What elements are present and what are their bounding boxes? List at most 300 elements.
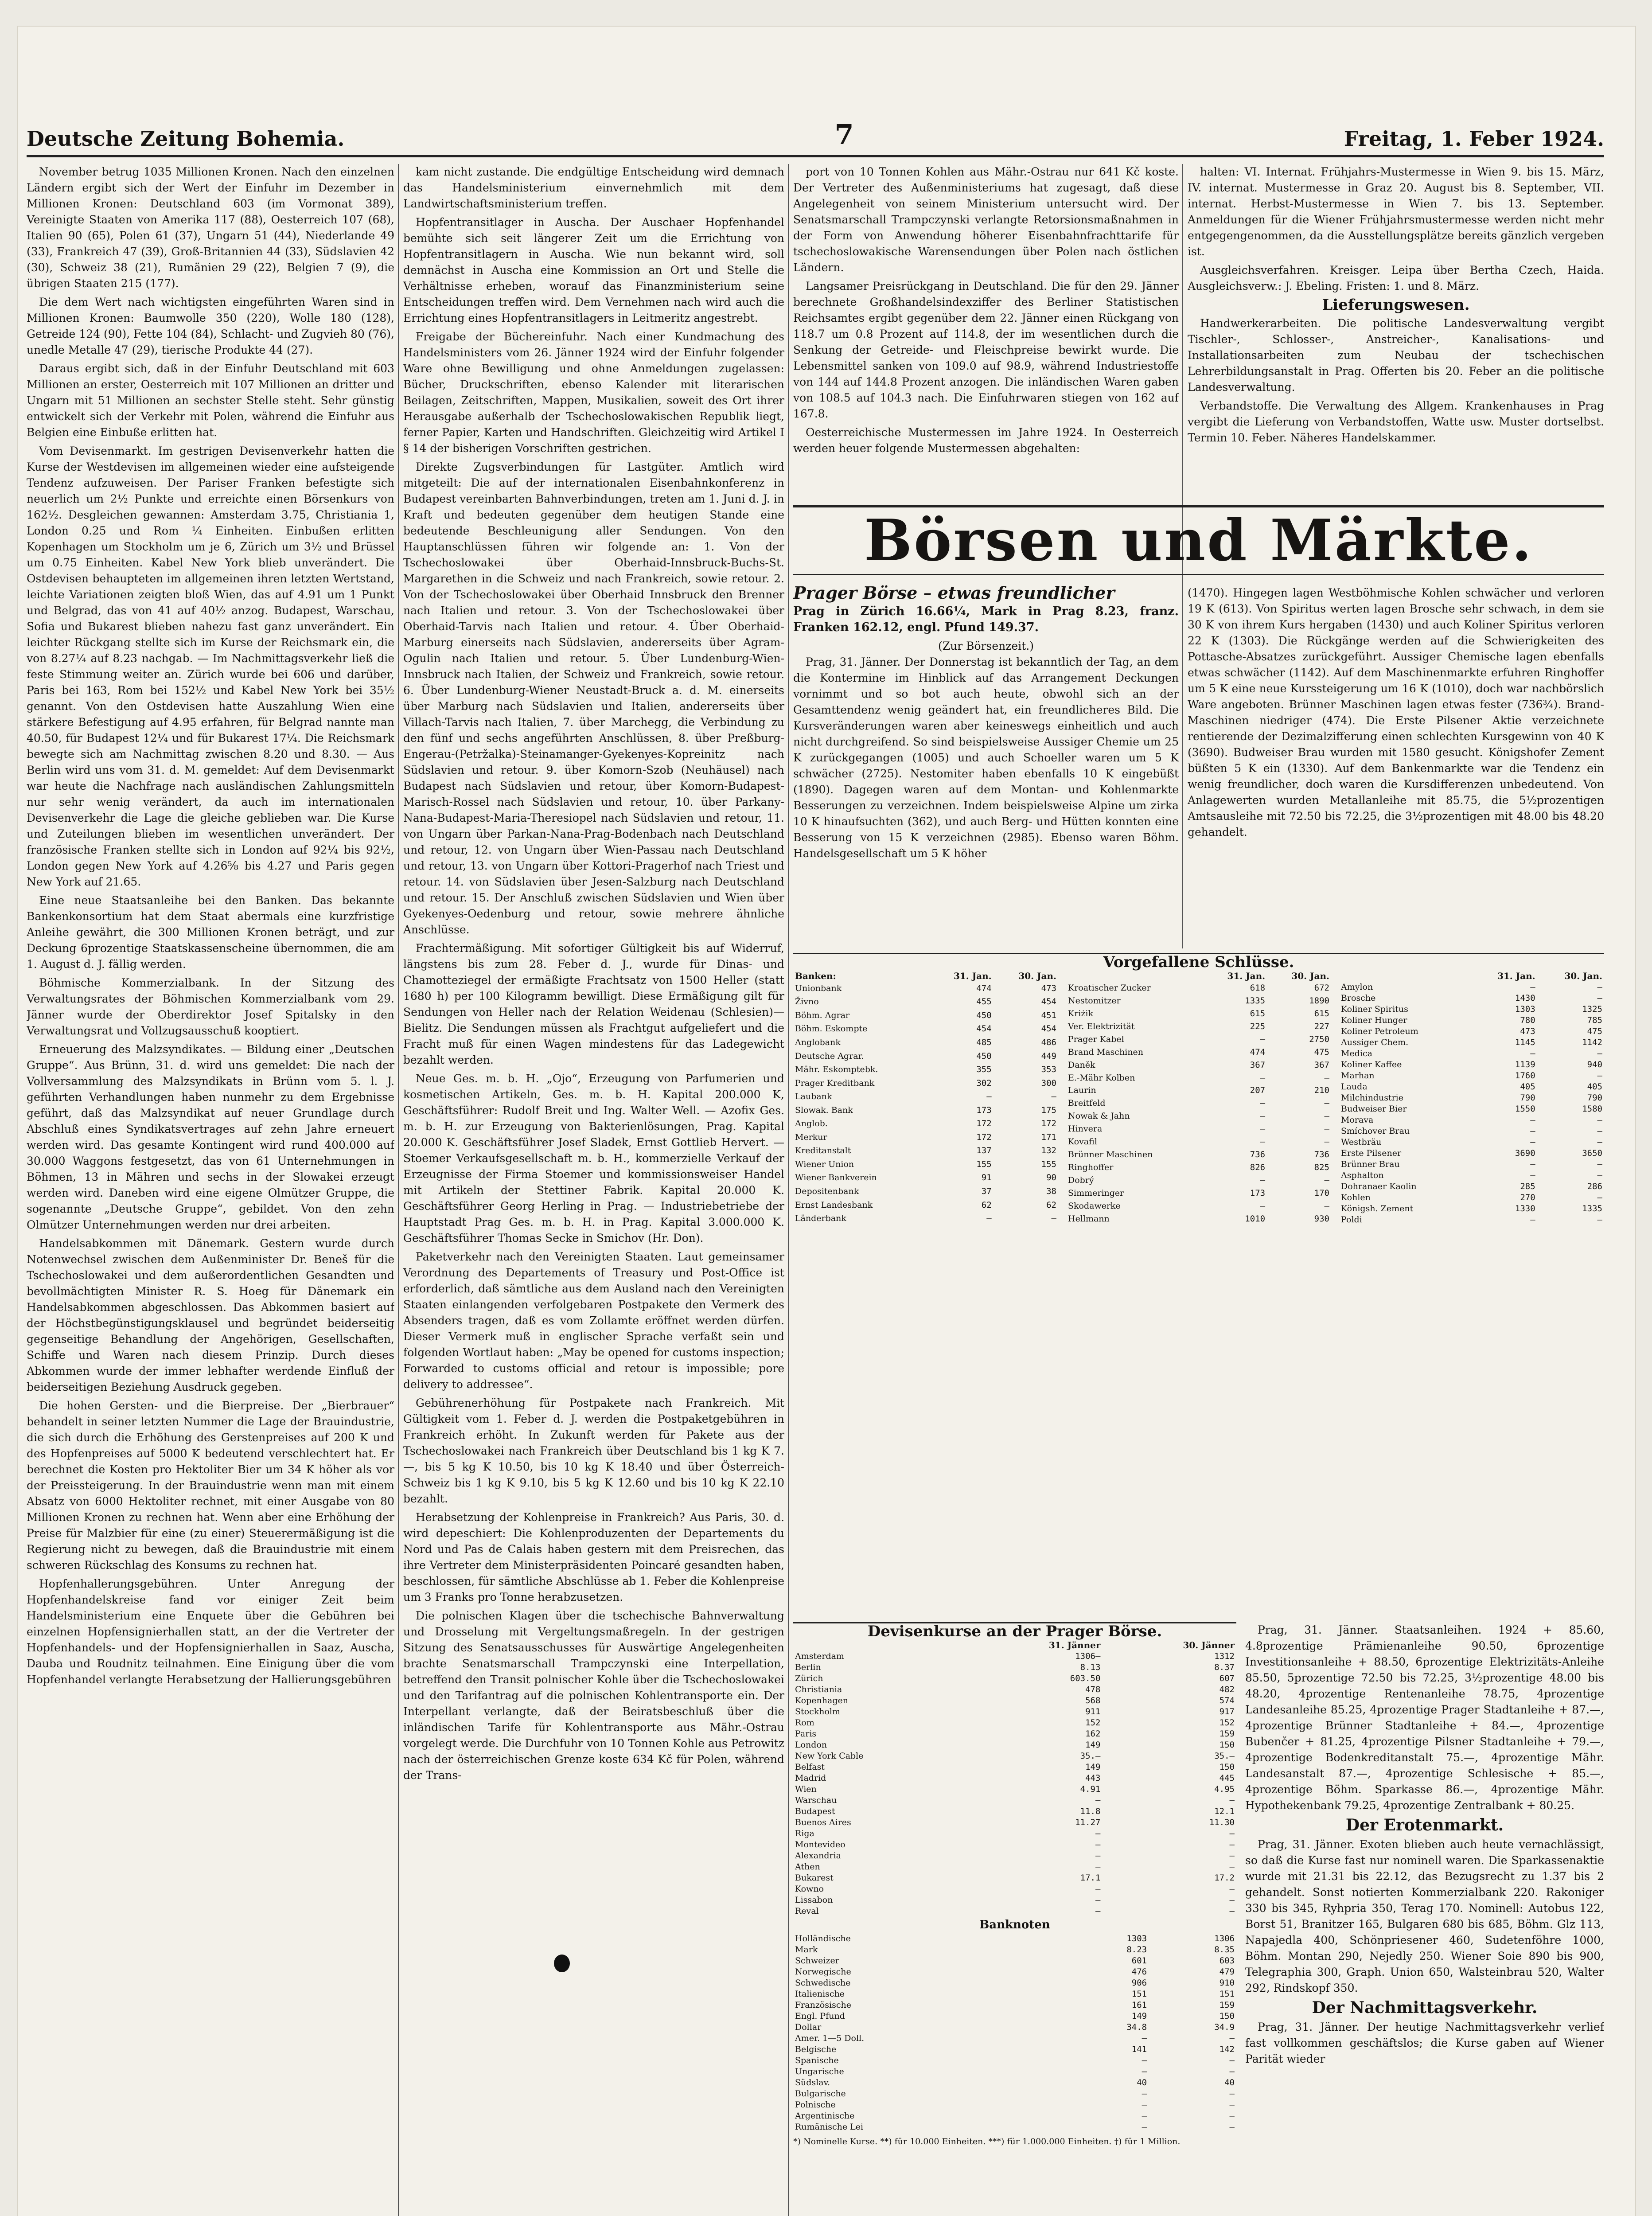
price-cell: 150: [1219, 2011, 1235, 2021]
price-cell: 601: [1131, 1956, 1147, 1966]
price-cell: 607: [1219, 1674, 1235, 1683]
price-cell: 785: [1587, 1015, 1602, 1025]
price-cell: 1335: [1245, 995, 1266, 1006]
security-name: Kriżik: [1068, 1008, 1093, 1018]
table-row: [793, 1762, 1236, 1773]
table-row: [793, 1022, 1058, 1036]
paragraph: (1470). Hingegen lagen Westböhmische Kohlen schwächer und verloren 19 K (613). Von Spiritus werten lagen Brosche sehr schwach, in dem sie 30 K von ihrem Kurs hergaben (1430) und auch Koliner Spiritus verloren 22 K (1303). Die Rückgänge werden auf die Schwierigkeiten des Pottasche-Absatzes zurückgeführt. Aussiger Chemische lagen ebenfalls etwas schwächer (1142). Auf dem Maschinenmarkte erfuhren Ringhoffer um 5 K eine neue Kurssteigerung um 16 K (1010), doch war nachbörslich Ware angeboten. Brünner Maschinen lagen etwas fester (736¾). Brand-Maschinen niedriger (474). Die Erste Pilsener Aktie verzeichnete rentierende der Dezimalzifferung einen schlechten Kursgewinn von 40 K (3690). Budweiser Brau wurden mit 1580 gesucht. Königshofer Zement büßten 5 K ein (1330). Auf dem Bankenmarkte war die Tendenz ein wenig freundlicher, doch waren die Kursdifferenzen unbedeutend. Von Anlagewerten wurden Metallanleihe mit 85.75, die 5½prozentigen Amtsausleihe mit 72.50 bis 72.25, die 3½prozentigen mit 48.00 bis 48.20 gehandelt.: [1188, 586, 1604, 839]
price-cell: 34.9: [1214, 2022, 1235, 2032]
price-cell: —: [1051, 1213, 1056, 1224]
security-name: Medica: [1341, 1049, 1372, 1058]
price-cell: 17.1: [1080, 1873, 1101, 1883]
security-name: Kowno: [795, 1884, 824, 1894]
table-row: [1339, 1148, 1604, 1159]
table-row: [1066, 1033, 1331, 1046]
paragraph: Handelsabkommen mit Dänemark. Gestern wurde durch Notenwechsel zwischen dem Außenminister Dr. Beneš für die Tschechoslowakei und dem außerordentlichen Gesandten und bevollmächtigten Minister R. S. Hoeg für Dänemark ein Handelsabkommen abgeschlossen. Das Abkommen basiert auf der Höchstbegünstigungsklausel und begründet beiderseitig gegenseitige Behandlung der Angehörigen, Gesellschaften, Schiffe und Waren nach diesem Prinzip. Durch dieses Abkommen wurde der immer lebhafter werdende Einfluß der beiderseitigen Beziehung Ausdruck gegeben.: [27, 1237, 394, 1393]
price-cell: —: [1530, 982, 1535, 992]
price-cell: 172: [1041, 1119, 1056, 1129]
security-name: Koliner Kaffee: [1341, 1060, 1402, 1069]
price-cell: 367: [1314, 1060, 1329, 1070]
closing-prices-grid: [793, 971, 1604, 1225]
security-name: Anglobank: [795, 1037, 841, 1047]
security-name: Lissabon: [795, 1895, 833, 1905]
table-row: [1066, 1174, 1331, 1187]
table-row: [793, 1740, 1236, 1751]
price-cell: 8.35: [1214, 1945, 1235, 1955]
table-row: [1339, 1181, 1604, 1192]
paragraph: Prag, 31. Jänner. Der heutige Nachmittagsverkehr verlief fast vollkommen geschäftslos; die Kurse gaben auf Wiener Parität wieder: [1245, 2021, 1604, 2065]
kurs-summary: Prag in Zürich 16.66¼, Mark in Prag 8.23, franz. Franken 162.12, engl. Pfund 149.37.: [793, 605, 1179, 634]
security-name: Ringhoffer: [1068, 1163, 1114, 1173]
boerse-report-right: [1188, 585, 1604, 948]
price-cell: 172: [976, 1119, 992, 1129]
table-row: [793, 1884, 1236, 1895]
price-cell: 159: [1219, 2000, 1235, 2010]
section-heading: Der Erotenmarkt.: [1345, 1816, 1504, 1834]
price-cell: 603: [1219, 1956, 1235, 1966]
price-cell: —: [1095, 1862, 1101, 1872]
paragraph: Vom Devisenmarkt. Im gestrigen Devisenverkehr hatten die Kurse der Westdevisen im allgemeinen wieder eine aufsteigende Tendenz aufzuweisen. Der Pariser Franken befestigte sich neuerlich um 2½ Punkte und erreichte einen Börsenkurs von 162½. Desgleichen gewannen: Amsterdam 3.75, Christiania 1, London 0.25 und Rom ¼ Einheiten. Einbußen erlitten Kopenhagen um Stockholm um je 6, Zürich um 3½ und Brüssel um 0.75 Einheiten. Kabel New York blieb unverändert. Die Ostdevisen behaupteten im allgemeinen ihren letzten Wertstand, leichte Variationen zeigten bloß Wien, das auf 4.91 um 1 Punkt und Belgrad, das von 41 auf 40½ anzog. Budapest, Warschau, Sofia und Bukarest blieben nahezu fast ganz unverändert. Ein leichter Rückgang stellte sich im Kurse der Reichsmark ein, die von 8.27¼ auf 8.23 nachgab. — Im Nachmittagsverkehr ließ die feste Stimmung weiter an. Zürich wurde bei 606 und darüber, Paris bei 163, Rom bei 152½ und Kabel New York bei 35½ genannt. Von den Ostdevisen hatte Auszahlung Wien eine stärkere Befestigung auf 4.95 erfahren, für Belgrad nannte man 40.50, für Budapest 12¼ und für Bukarest 17¼. Die Reichsmark bewegte sich am Nachmittag zwischen 8.20 und 8.30. — Aus Berlin wird uns vom 31. d. M. gemeldet: Auf dem Devisenmarkt war heute die Nachfrage nach ausländischen Zahlungsmitteln nur sehr wenig verändert, da auch im internationalen Devisenverkehr die Lage die gleiche geblieben war. Die Kurse und Zuteilungen blieben im wesentlichen unverändert. Der französische Franken stellte sich in London auf 92¼ bis 92½, London gegen New York auf 4.26⅝ bis 4.27 und Paris gegen New York auf 21.65.: [27, 445, 394, 888]
paragraph: Herabsetzung der Kohlenpreise in Frankreich? Aus Paris, 30. d. wird depeschiert: Die Kohlenproduzenten der Departements du Nord und Pas de Calais haben gestern mit dem Preisrechen, das ihre Vertreter dem Ministerpräsidenten Poincaré gesandten haben, beschlossen, für sämtliche Abschlüsse ab 1. Feber die Kohlenpreise um 3 Franks pro Tonne herabzusetzen.: [403, 1511, 784, 1603]
table-row: [793, 1839, 1236, 1850]
price-cell: —: [1324, 1201, 1329, 1211]
price-cell: 405: [1520, 1082, 1535, 1092]
paragraph: port von 10 Tonnen Kohlen aus Mähr.-Ostrau nur 641 Kč koste. Der Vertreter des Außenministeriums hat zugesagt, daß diese Angelegenheit von seinem Ministerium untersucht wird. Der Senatsmarschall Trampczynski verlangte Retorsionsmaßnahmen in der Form von Anwendung höherer Eisenbahnfrachttarife für tschechoslowakische Warensendungen über Polen nach östlichen Ländern.: [793, 165, 1179, 274]
price-cell: 1890: [1309, 995, 1329, 1006]
column-1: [27, 164, 394, 2216]
table-row: [1066, 1110, 1331, 1123]
price-cell: 8.23: [1126, 1945, 1147, 1955]
price-cell: —: [1324, 1124, 1329, 1134]
security-name: Norwegische: [795, 1967, 851, 1977]
section-title: Börsen und Märkte.: [793, 505, 1604, 575]
security-name: Dobrý: [1068, 1175, 1094, 1186]
paragraph: Neue Ges. m. b. H. „Ojo“, Erzeugung von Parfumerien und kosmetischen Artikeln, Ges. m. b. H. Kapital 200.000 K, Geschäftsführer: Rudolf Breit und Ing. Walter Well. — Azofix Ges. m. b. H. zur Erzeugung von Bakterienlösungen, Prag. Kapital 20.000 K. Geschäftsführer Josef Sladek, Ernst Gottlieb Hervert. — Stoemer Verkaufsgesellschaft m. b. H., kommerzielle Verkauf der Erzeugnisse der Firma Stoemer und kommissionsweiser Handel mit Artikeln der Stettiner Fabrik. Kapital 20.000 K. Geschäftsführer Georg Herling in Prag. — Industriebetriebe der Hauptstadt Prag Ges. m. b. H. in Prag. Kapital 3.000.000 K. Geschäftsführer Thomas Secke in Smichov (Hr. Don).: [403, 1072, 784, 1245]
price-cell: —: [1229, 1884, 1235, 1894]
price-cell: 451: [1041, 1010, 1056, 1020]
security-name: Brosche: [1341, 993, 1376, 1003]
column-header: 31. Jan.: [953, 971, 992, 981]
table-row: [793, 2022, 1236, 2033]
table-row: [793, 1978, 1236, 1989]
column-header: 30. Jan.: [1291, 971, 1329, 981]
table-row: [793, 982, 1058, 995]
security-name: Brand Maschinen: [1068, 1047, 1144, 1057]
security-name: Dohranaer Kaolin: [1341, 1182, 1417, 1191]
security-name: Reval: [795, 1906, 819, 1916]
price-cell: 1760: [1515, 1071, 1535, 1081]
price-cell: —: [1229, 2122, 1235, 2132]
price-cell: 1303: [1126, 1934, 1147, 1943]
price-cell: —: [1530, 1215, 1535, 1225]
table-row: [1066, 1200, 1331, 1213]
paragraph: Handwerkerarbeiten. Die politische Landesverwaltung vergibt Tischler-, Schlosser-, Anstreicher-, Kanalisations- und Installationsarbeiten zum Neubau der tschechischen Lehrerbildungsanstalt in Prag. Offerten bis 20. Feber an die politische Landesverwaltung.: [1188, 317, 1604, 394]
security-name: Christiania: [795, 1685, 842, 1694]
security-name: Budapest: [795, 1806, 835, 1816]
paragraph: Paketverkehr nach den Vereinigten Staaten. Laut gemeinsamer Verordnung des Departements of Treasury und Post-Office ist erforderlich, daß sämtliche aus dem Ausland nach den Vereinigten Staaten einlangenden verfolgebaren Postpakete den Vermerk des Absenders tragen, daß es vom Zollamte eröffnet werden dürfen. Dieser Vermerk muß in englischer Sprache verfaßt sein und folgenden Wortlaut haben: „May be opened for customs inspection; Forwarded to customs official and retour is impossible; pore delivery to addressee“.: [403, 1250, 784, 1391]
table-row: [793, 1933, 1236, 1944]
security-name: Engl. Pfund: [795, 2011, 845, 2021]
price-cell: —: [1229, 2111, 1235, 2121]
table-row: [1066, 982, 1331, 995]
price-cell: 11.8: [1080, 1806, 1101, 1816]
price-cell: 475: [1314, 1047, 1329, 1057]
security-name: Westbräu: [1341, 1137, 1382, 1147]
price-cell: —: [1142, 2111, 1147, 2121]
price-cell: 1325: [1582, 1004, 1602, 1014]
price-cell: 826: [1250, 1163, 1266, 1173]
column-header: 31. Jan.: [1227, 971, 1266, 981]
price-cell: 142: [1219, 2044, 1235, 2054]
price-cell: 62: [1046, 1200, 1056, 1210]
price-cell: 38: [1046, 1186, 1056, 1196]
security-name: Simmeringer: [1068, 1188, 1124, 1198]
table-row: [1066, 1072, 1331, 1085]
price-cell: —: [1260, 1073, 1266, 1083]
price-cell: —: [1142, 2122, 1147, 2132]
table-row: [793, 1144, 1058, 1158]
price-cell: 450: [976, 1051, 992, 1061]
paragraph: Die polnischen Klagen über die tschechische Bahnverwaltung und Drosselung mit Vergeltungsmaßregeln. In der gestrigen Sitzung des Senatsausschusses für Auswärtige Angelegenheiten brachte Senatsmarschall Trampczynski eine Interpellation, betreffend den Transit polnischer Kohle über die Tschechoslowakei und den Tarifantrag auf die polnischen Kohlentransporte ein. Der Interpellant verlangte, daß der Beiratsbeschluß über die inländischen Tarife für Kohlentransporte aus Mähr.-Ostrau vorgelegt werde. Die Durchfuhr von 10 Tonnen Kohle aus Petrowitz nach der österreichischen Grenze koste 634 Kč für Polen, während der Trans-: [403, 1609, 784, 1782]
price-cell: —: [1260, 1124, 1266, 1134]
currency-table: [793, 1622, 1236, 2216]
paragraph: Die dem Wert nach wichtigsten eingeführten Waren sind in Millionen Kronen: Baumwolle 350 (220), Wolle 180 (128), Getreide 124 (90), Fette 104 (84), Schlacht- und Zugvieh 80 (76), unedle Metalle 47 (29), tierische Produkte 44 (27).: [27, 296, 394, 356]
paragraph: Daraus ergibt sich, daß in der Einfuhr Deutschland mit 603 Millionen an erster, Oesterreich mit 107 Millionen an dritter und Ungarn mit 51 Millionen an sechster Stelle steht. Sehr günstig entwickelt sich der Verkehr mit Polen, während die Einfuhr aus Belgien eine Einbuße erlitten hat.: [27, 362, 394, 439]
table-row: [1339, 1081, 1604, 1092]
price-cell: —: [1229, 2033, 1235, 2043]
price-cell: 911: [1085, 1707, 1101, 1717]
price-cell: —: [1142, 2033, 1147, 2043]
security-name: Ernst Landesbank: [795, 1200, 873, 1210]
table-row: [793, 1861, 1236, 1873]
table-row: [1066, 1148, 1331, 1161]
paragraph: Die hohen Gersten- und die Bierpreise. Der „Bierbrauer“ behandelt in seiner letzten Nummer die Lage der Brauindustrie, die sich durch die Erhöhung des Gerstenpreises auf 200 K und des Hopfenpreises auf 5000 K bedeutend verschlechtert hat. Er berechnet die Kosten pro Hektoliter Bier um 34 K höher als vor der Preissteigerung. In der Brauindustrie wenn man mit einem Absatz von 6000 Hektoliter rechnet, mit einer Ausgabe von 80 Millionen Kronen zu rechnen hat. Wenn aber eine Erhöhung der Preise für Malzbier für eine (zu einer) Steuerermäßigung ist die Regierung nicht zu bewegen, daß die Brauindustrie mit einem schweren Rückschlag des Konsums zu rechnen hat.: [27, 1399, 394, 1572]
table-row: [793, 1989, 1236, 2000]
price-cell: 225: [1250, 1021, 1266, 1031]
price-cell: —: [1229, 2067, 1235, 2076]
price-cell: —: [1095, 1829, 1101, 1838]
column-header: 30. Jan.: [1018, 971, 1056, 981]
table-row: [793, 1049, 1058, 1063]
price-cell: 615: [1314, 1008, 1329, 1018]
price-cell: 1335: [1582, 1204, 1602, 1213]
table-row: [1066, 1123, 1331, 1135]
table-row: [793, 1651, 1236, 1662]
closing-table-b: [1066, 971, 1331, 1225]
table-row: [1066, 995, 1331, 1007]
price-cell: 476: [1131, 1967, 1147, 1977]
security-name: Polnische: [795, 2100, 836, 2110]
table-row: [793, 2111, 1236, 2122]
price-cell: —: [1597, 993, 1602, 1003]
subheading: Prager Börse – etwas freundlicher: [793, 585, 1115, 603]
paragraph: Oesterreichische Mustermessen im Jahre 1924. In Oesterreich werden heuer folgende Mustermessen abgehalten:: [793, 426, 1179, 455]
table-row: [793, 1773, 1236, 1784]
price-cell: 917: [1219, 1707, 1235, 1717]
security-name: Spanische: [795, 2056, 839, 2065]
table-row: [793, 1198, 1058, 1212]
price-cell: 1306—: [1075, 1651, 1101, 1661]
price-cell: 149: [1085, 1740, 1101, 1750]
price-cell: 286: [1587, 1182, 1602, 1191]
table-row: [793, 1828, 1236, 1839]
paragraph: Freigabe der Büchereinfuhr. Nach einer Kundmachung des Handelsministers vom 26. Jänner 1924 wird der Einfuhr folgender Ware ohne Bewilligung und ohne Anmeldungen zugelassen: Bücher, Druckschriften, ebenso Kalender mit literarischen Beilagen, Zeitschriften, Mappen, Musikalien, soweit des Ort ihrer Herausgabe außerhalb der Tschechoslowakischen Republik liegt, ferner Papier, Karten und Handschriften. Gleichzeitig wird Artikel I § 14 der bisherigen Vorschriften gestrichen.: [403, 330, 784, 455]
price-cell: —: [1095, 1884, 1101, 1894]
page-number: 7: [834, 118, 854, 151]
price-cell: 151: [1219, 1989, 1235, 1999]
price-cell: 930: [1314, 1213, 1329, 1224]
security-name: Skodawerke: [1068, 1201, 1121, 1211]
paragraph: Prag, 31. Jänner. Der Donnerstag ist bekanntlich der Tag, an dem die Kontermine im Hinblick auf das Arrangement Deckungen vornimmt und so bot auch heute, obwohl sich an der Gesamttendenz wenig geändert hat, ein freundlicheres Bild. Die Kursveränderungen waren aber keineswegs einheitlich und auch nicht durchgreifend. So sind beispielsweise Aussiger Chemie um 25 K zurückgegangen (1005) und auch Schoeller waren um 5 K schwächer (2725). Nestomiter haben ebenfalls 10 K eingebüßt (1890). Dagegen waren auf dem Montan- und Kohlenmarkte Besserungen zu verzeichnen. Indem beispielsweise Alpine um zirka 10 K hinaufsuchten (362), und auch Berg- und Hütten konnten eine Besserung von 15 K verzeichnen (2985). Ebenso waren Böhm. Handelsgesellschaft um 5 K höher: [793, 655, 1179, 860]
security-name: Aussiger Chem.: [1341, 1038, 1409, 1047]
security-name: Alexandria: [795, 1851, 841, 1861]
security-name: London: [795, 1740, 827, 1750]
price-cell: 161: [1131, 2000, 1147, 2010]
price-cell: —: [1324, 1137, 1329, 1147]
security-name: Prager Kabel: [1068, 1034, 1124, 1044]
paragraph: Direkte Zugsverbindungen für Lastgüter. Amtlich wird mitgeteilt: Die auf der internationalen Eisenbahnkonferenz in Budapest vereinbarten Bahnverbindungen, treten am 1. Juni d. J. in Kraft und bedeuten gegenüber dem heutigen Stande eine bedeutende Beschleunigung aller Sendungen. Von den Hauptanschlüssen führen wir folgende an: 1. Von der Tschechoslowakei über Oberhaid-Innsbruck-Buchs-St. Margarethen in die Schweiz und nach Frankreich, sowie retour. 2. Von der Tschechoslowakei über Oberhaid Innsbruck den Brenner nach Italien und retour. 3. Von der Tschechoslowakei über Oberhaid-Tarvis nach Italien und retour. 4. Über Oberhaid-Marburg einerseits nach Südslavien, andererseits über Agram-Ogulin nach Italien und retour. 5. Über Lundenburg-Wien-Innsbruck nach Italien, der Schweiz und Frankreich, sowie retour. 6. Über Lundenburg-Wiener Neustadt-Bruck a. d. M. einerseits über Marburg nach Südslavien und Italien, andererseits über Villach-Tarvis nach Italien, 7. über Marchegg, die Verbindung zu den fünf und sechs angeführten Anschlüssen, 8. über Preßburg-Engerau-(Petržalka)-Steinamanger-Gyekenyes-Kopreinitz nach Südslavien und retour. 9. über Komorn-Szob (Neuhäusel) nach Budapest nach Südslavien und retour, über Komorn-Budapest-Marisch-Rossel nach Südslavien und retour, 10. über Parkany-Nana-Budapest-Maria-Theresiopel nach Südslavien und retour, 11. von Ungarn über Parkan-Nana-Prag-Bodenbach nach Deutschland und retour, 12. von Ungarn über Wien-Passau nach Deutschland und retour, 13. von Ungarn über Kottori-Pragerhof nach Triest und retour. 14. von Südslavien über Jesen-Salzburg nach Deutschland und retour. 15. Der Anschluß zwischen Südslavien und Wien über Gyekenyes-Oedenburg und retour, sowie mehrere ähnliche Anschlüsse.: [403, 460, 784, 936]
table-row: [793, 1090, 1058, 1104]
price-cell: 906: [1131, 1978, 1147, 1988]
price-cell: —: [1229, 1829, 1235, 1838]
table-row: [1066, 1161, 1331, 1174]
security-name: Hinvera: [1068, 1124, 1103, 1134]
price-cell: 1330: [1515, 1204, 1535, 1213]
security-name: Unionbank: [795, 983, 842, 993]
table-row: [793, 1873, 1236, 1884]
price-cell: 137: [976, 1146, 992, 1156]
price-cell: 485: [976, 1037, 992, 1047]
table-row: [793, 2099, 1236, 2111]
security-name: Zürich: [795, 1674, 823, 1683]
price-cell: —: [1229, 2100, 1235, 2110]
table-row: [793, 1063, 1058, 1077]
price-cell: —: [1597, 1215, 1602, 1225]
security-name: Französische: [795, 2000, 851, 2010]
price-cell: —: [1324, 1073, 1329, 1083]
table-row: [793, 1695, 1236, 1706]
security-name: Mark: [795, 1945, 818, 1955]
table-row: [793, 1717, 1236, 1728]
table-row: [1339, 982, 1604, 993]
price-cell: 40: [1137, 2078, 1147, 2087]
price-cell: 736: [1250, 1150, 1266, 1160]
price-cell: —: [1597, 1126, 1602, 1136]
table-row: [793, 1185, 1058, 1198]
security-name: Marhan: [1341, 1071, 1375, 1081]
table-row: [793, 995, 1058, 1009]
price-cell: 910: [1219, 1978, 1235, 1988]
price-cell: 367: [1250, 1060, 1266, 1070]
price-cell: 473: [1520, 1026, 1535, 1036]
security-name: Koliner Petroleum: [1341, 1026, 1418, 1036]
devisen-table: [793, 1640, 1236, 1917]
price-cell: 132: [1041, 1146, 1056, 1156]
price-cell: —: [1229, 2056, 1235, 2065]
table-row: [793, 1706, 1236, 1717]
price-cell: —: [1142, 2100, 1147, 2110]
table-row: [793, 1806, 1236, 1817]
security-name: Kopenhagen: [795, 1696, 848, 1705]
table-row: [793, 1009, 1058, 1022]
table-row: [1339, 1170, 1604, 1181]
price-cell: 474: [1250, 1047, 1266, 1057]
footnote: *) Nominelle Kurse. **) für 10.000 Einheiten. ***) für 1.000.000 Einheiten. †) für 1 Million.: [793, 2137, 1181, 2146]
column-header: 30. Jänner: [1183, 1640, 1235, 1650]
price-cell: —: [1324, 1175, 1329, 1186]
price-cell: 4.91: [1080, 1784, 1101, 1794]
table-row: [793, 1036, 1058, 1049]
table-row: [1339, 1015, 1604, 1026]
security-name: Rom: [795, 1718, 814, 1728]
price-cell: —: [1095, 1906, 1101, 1916]
price-cell: —: [1597, 1193, 1602, 1202]
price-cell: —: [1229, 1862, 1235, 1872]
table-row: [793, 2122, 1236, 2133]
table-row: [793, 1117, 1058, 1131]
price-cell: —: [1597, 1137, 1602, 1147]
price-cell: —: [1095, 1795, 1101, 1805]
paragraph: Frachtermäßigung. Mit sofortiger Gültigkeit bis auf Widerruf, längstens bis zum 28. Feber d. J., wurde für Dinas- und Chamotteziegel der ermäßigte Frachtsatz von 1500 Heller (statt 1680 h) per 100 Kilogramm bewilligt. Diese Ermäßigung gilt für Sendungen von Heller nach der Relation Weidenau (Schlesien)—Bielitz. Die Sendungen müssen als Frachtgut aufgeliefert und die Fracht muß für einen Wagen mindestens für das Ladegewicht bezahlt werden.: [403, 942, 784, 1066]
table-heading: Devisenkurse an der Prager Börse.: [867, 1623, 1162, 1640]
security-name: Asphalton: [1341, 1170, 1384, 1180]
security-name: Königsh. Zement: [1341, 1204, 1414, 1213]
price-cell: 172: [976, 1132, 992, 1142]
table-row: [1066, 1187, 1331, 1200]
security-name: Paris: [795, 1729, 817, 1739]
paragraph: Hopfenhallerungsgebühren. Unter Anregung der Hopfenhandelskreise fand vor einiger Zeit beim Handelsministerium eine Enquete über die Gebühren bei einzelnen Hopfensignierhallen statt, an der die Vertreter der Hopfenhandels- und der Hopfensignierhallen in Saaz, Auscha, Dauba und Roudnitz teilnahmen. Eine Einigung über die vom Hopfenhandel verlangte Herabsetzung der Hallierungsgebühren: [27, 1577, 394, 1686]
page-header: [27, 111, 1604, 157]
price-cell: 35.—: [1080, 1751, 1101, 1761]
price-cell: —: [1051, 1092, 1056, 1102]
price-cell: 155: [976, 1159, 992, 1169]
price-cell: 405: [1587, 1082, 1602, 1092]
security-name: Ungarische: [795, 2067, 844, 2076]
paragraph: Gebührenerhöhung für Postpakete nach Frankreich. Mit Gültigkeit vom 1. Feber d. J. werden die Postpaketgebühren in Frankreich erhöht. In Zukunft werden für Pakete aus der Tschechoslowakei nach Frankreich über Deutschland bis 1 kg K 7.—, bis 5 kg K 10.50, bis 10 kg K 18.40 und über Österreich-Schweiz bis 1 kg K 9.10, bis 5 kg K 12.60 und bis 10 kg K 22.10 bezahlt.: [403, 1397, 784, 1505]
ink-blot: [554, 1955, 570, 1972]
table-row: [793, 1850, 1236, 1861]
security-name: Athen: [795, 1862, 820, 1872]
price-cell: —: [1229, 2089, 1235, 2099]
table-row: [1066, 1059, 1331, 1072]
security-name: Budweiser Bier: [1341, 1104, 1407, 1114]
table-row: [793, 1966, 1236, 1978]
price-cell: —: [1260, 1175, 1266, 1186]
price-cell: 473: [1041, 983, 1056, 993]
price-cell: —: [1530, 1170, 1535, 1180]
price-cell: 162: [1085, 1729, 1101, 1739]
table-row: [1339, 1004, 1604, 1015]
table-row: [1339, 1048, 1604, 1059]
banknotes-table: [793, 1933, 1236, 2133]
table-row: [1339, 1159, 1604, 1170]
table-row: [793, 1104, 1058, 1117]
security-name: Koliner Spiritus: [1341, 1004, 1408, 1014]
column-rule: [1182, 585, 1183, 948]
price-cell: 450: [976, 1010, 992, 1020]
paragraph: halten: VI. Internat. Frühjahrs-Mustermesse in Wien 9. bis 15. März, IV. internat. Mustermesse in Graz 20. August bis 8. September, VII. internat. Herbst-Mustermesse in Wien 7. bis 13. September. Anmeldungen für die Wiener Frühjahrsmustermesse werden nicht mehr entgegengenommen, da die Ausstellungsplätze bereits gänzlich vergeben ist.: [1188, 165, 1604, 258]
security-name: Belgische: [795, 2044, 837, 2054]
price-cell: 175: [1041, 1105, 1056, 1115]
price-cell: 445: [1219, 1773, 1235, 1783]
price-cell: —: [1229, 1795, 1235, 1805]
price-cell: —: [1095, 1840, 1101, 1849]
table-row: [793, 1158, 1058, 1171]
table-row: [793, 2000, 1236, 2011]
security-name: E.-Mähr Kolben: [1068, 1073, 1135, 1083]
price-cell: 149: [1085, 1762, 1101, 1772]
security-name: Berlin: [795, 1662, 821, 1672]
price-cell: 207: [1250, 1085, 1266, 1096]
security-name: Argentinische: [795, 2111, 855, 2121]
price-cell: —: [1530, 1159, 1535, 1169]
paragraph: Prag, 31. Jänner. Exoten blieben auch heute vernachlässigt, so daß die Kurse fast nur nominell waren. Die Sparkassenaktie wurde mit 21.31 bis 22.12, das Bezugsrecht zu 1.37 bis 2 gehandelt. Sonst notierten Kommerzialbank 220. Rakoniger 330 bis 345, Ryhpria 350, Terag 170. Nominell: Autobus 122, Borst 51, Branitzer 165, Bulgaren 680 bis 685, Böhm. Glz 113, Napajedla 400, Schönpriesener 460, Sudetenföhre 1000, Böhm. Montan 290, Nejedly 250. Wiener Soie 890 bis 900, Telegraphia 300, Graph. Union 650, Walsteinbrau 520, Walter 292, Rindskopf 350.: [1245, 1838, 1604, 1994]
price-cell: 3690: [1515, 1148, 1535, 1158]
kurs-note: (Zur Börsenzeit.): [938, 640, 1034, 652]
price-cell: —: [1324, 1098, 1329, 1108]
paragraph: Prag, 31. Jänner. Staatsanleihen. 1924 + 85.60, 4.8prozentige Prämienanleihe 90.50, 6prozentige Investitionsanleihe + 88.50, 6prozentige Elektrizitäts-Anleihe 85.50, 5prozentige 72.50 bis 72.25, 3½prozentige 48.00 bis 48.20, 4prozentige Rentenanleihe 78.75, 4prozentige Landesanleihe 85.25, 4prozentige Prager Stadtanleihe + 87.—, 4prozentige Brünner Stadtanleihe + 84.—, 4prozentige Bubenčer + 81.25, 4prozentige Pilsner Stadtanleihe + 79.—, 4prozentige Bodenkreditanstalt 75.—, 4prozentige Mähr. Landesanstalt 87.—, 4prozentige Schlesische + 85.—, 4prozentige Böhm. Sparkasse 86.—, 4prozentige Mähr. Hypothekenbank 79.25, 4prozentige Zentralbank + 80.25.: [1245, 1623, 1604, 1812]
price-cell: —: [1229, 1895, 1235, 1905]
price-cell: 300: [1041, 1078, 1056, 1088]
price-cell: 1303: [1515, 1004, 1535, 1014]
paragraph: Böhmische Kommerzialbank. In der Sitzung des Verwaltungsrates der Böhmischen Kommerzialbank vom 29. Jänner wurde der Oberdirektor Josef Spitalsky in den Verwaltungsrat und Vollzugsausschuß kooptiert.: [27, 976, 394, 1037]
security-name: Italienische: [795, 1989, 845, 1999]
table-row: [1066, 1046, 1331, 1059]
price-cell: 270: [1520, 1193, 1535, 1202]
price-cell: 1312: [1214, 1651, 1235, 1661]
security-name: Anglob.: [795, 1119, 828, 1129]
price-cell: 1010: [1245, 1213, 1266, 1224]
security-name: Nowak & Jahn: [1068, 1111, 1130, 1121]
table-row: [793, 2044, 1236, 2055]
price-cell: 482: [1219, 1685, 1235, 1694]
security-name: Holländische: [795, 1934, 851, 1943]
security-name: New York Cable: [795, 1751, 864, 1761]
price-cell: 455: [976, 997, 992, 1007]
table-row: [1339, 1104, 1604, 1115]
price-cell: 34.8: [1126, 2022, 1147, 2032]
security-name: Merkur: [795, 1132, 827, 1142]
table-row: [793, 1131, 1058, 1144]
security-name: Breitfeld: [1068, 1098, 1106, 1108]
security-name: Amsterdam: [795, 1651, 844, 1661]
price-cell: 1430: [1515, 993, 1535, 1003]
price-cell: —: [1530, 1137, 1535, 1147]
table-row: [1339, 1192, 1604, 1203]
security-name: Böhm. Agrar: [795, 1010, 850, 1020]
security-name: Rumänische Lei: [795, 2122, 864, 2132]
price-cell: 35.—: [1214, 1751, 1235, 1761]
price-cell: 62: [981, 1200, 992, 1210]
section-heading: Lieferungswesen.: [1322, 296, 1470, 314]
price-cell: —: [986, 1213, 992, 1224]
paragraph: kam nicht zustande. Die endgültige Entscheidung wird demnach das Handelsministerium einvernehmlich mit dem Landwirtschaftsministerium treffen.: [403, 165, 784, 210]
price-cell: 12.1: [1214, 1806, 1235, 1816]
price-cell: 11.30: [1209, 1818, 1235, 1827]
security-name: Laubank: [795, 1092, 832, 1102]
price-cell: —: [1260, 1034, 1266, 1044]
security-name: Dollar: [795, 2022, 822, 2032]
price-cell: —: [1597, 1049, 1602, 1058]
price-cell: —: [1530, 1115, 1535, 1125]
price-cell: 353: [1041, 1065, 1056, 1075]
price-cell: 478: [1085, 1685, 1101, 1694]
table-row: [1066, 1007, 1331, 1020]
price-cell: 152: [1219, 1718, 1235, 1728]
price-cell: 479: [1219, 1967, 1235, 1977]
table-row: [1339, 1026, 1604, 1037]
table-row: [793, 1955, 1236, 1966]
